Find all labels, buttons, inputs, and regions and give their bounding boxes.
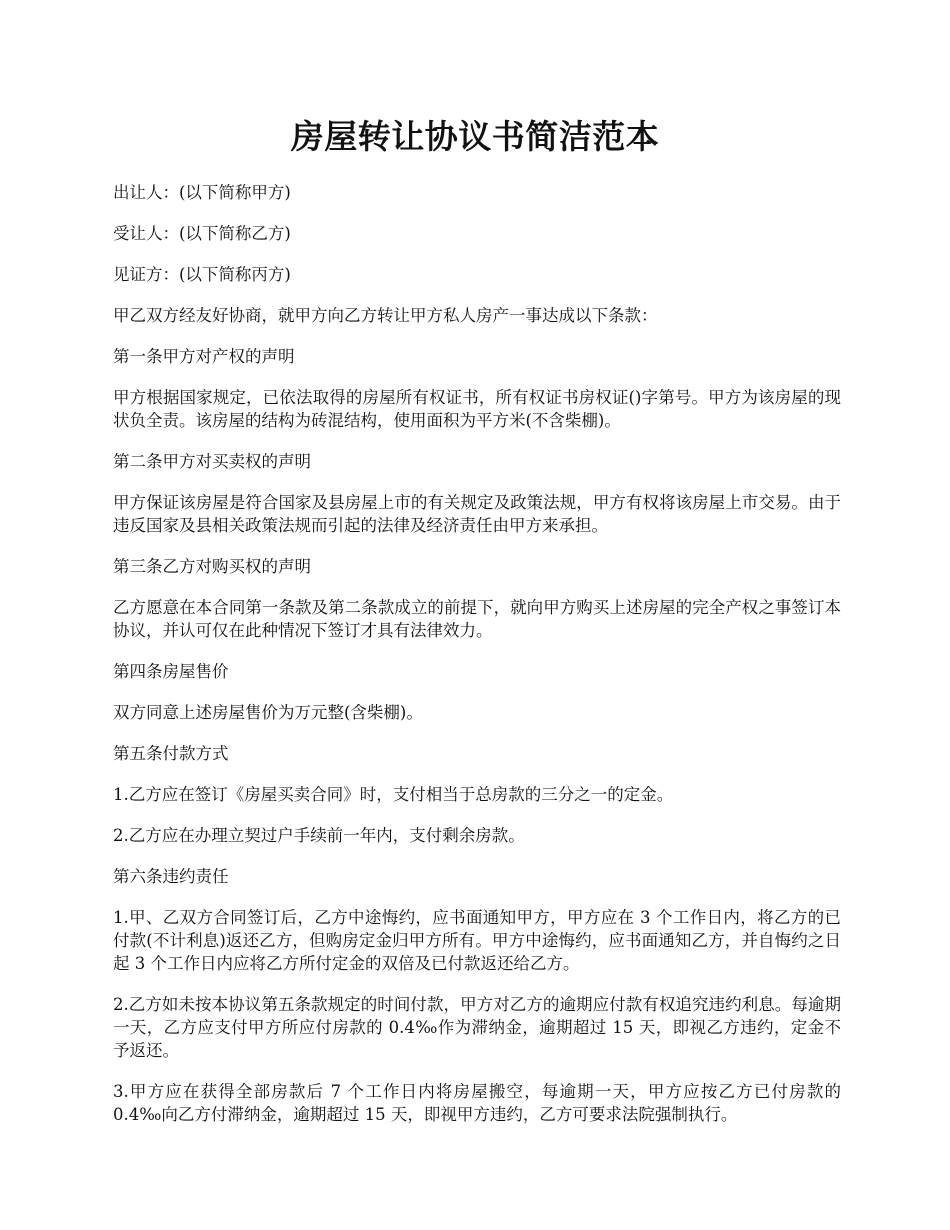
article-1-heading: 第一条甲方对产权的声明 (113, 347, 295, 366)
article-6-item-3: 3.甲方应在获得全部房款后 7 个工作日内将房屋搬空，每逾期一天，甲方应按乙方已付房款的 0.4‰向乙方付滞纳金，逾期超过 15 天，即视甲方违约，乙方可要求法院强制执行。 (113, 1082, 841, 1124)
preamble: 甲乙双方经友好协商，就甲方向乙方转让甲方私人房产一事达成以下条款： (113, 306, 658, 325)
article-3-text: 乙方愿意在本合同第一条款及第二条款成立的前提下，就向甲方购买上述房屋的完全产权之事签订本协议，并认可仅在此种情况下签订才具有法律效力。 (113, 598, 841, 640)
article-3-heading: 第三条乙方对购买权的声明 (113, 557, 311, 576)
document-title: 房屋转让协议书简洁范本 (290, 117, 660, 156)
article-4-text: 双方同意上述房屋售价为万元整(含柴棚)。 (113, 703, 423, 722)
article-2-text: 甲方保证该房屋是符合国家及县房屋上市的有关规定及政策法规，甲方有权将该房屋上市交易。由于违反国家及县相关政策法规而引起的法律及经济责任由甲方来承担。 (113, 493, 841, 535)
article-1-text: 甲方根据国家规定，已依法取得的房屋所有权证书，所有权证书房权证()字第号。甲方为该房屋的现状负全责。该房屋的结构为砖混结构，使用面积为平方米(不含柴棚)。 (113, 388, 841, 430)
article-5-heading: 第五条付款方式 (113, 744, 229, 763)
article-6-heading: 第六条违约责任 (113, 867, 229, 886)
article-5-item-2: 2.乙方应在办理立契过户手续前一年内，支付剩余房款。 (113, 826, 525, 845)
article-6-item-1: 1.甲、乙双方合同签订后，乙方中途悔约，应书面通知甲方，甲方应在 3 个工作日内，将乙方的已付款(不计利息)返还乙方，但购房定金归甲方所有。甲方中途悔约，应书面通知乙方，并自悔约之日起 3 个工作日内应将乙方所付定金的双倍及已付款返还给乙方。 (113, 908, 841, 973)
party-transferor: 出让人：(以下简称甲方) (113, 183, 291, 202)
article-6-item-2: 2.乙方如未按本协议第五条款规定的时间付款，甲方对乙方的逾期应付款有权追究违约利息。每逾期一天，乙方应支付甲方所应付房款的 0.4‰作为滞纳金，逾期超过 15 天，即视乙方违约，定金不予返还。 (113, 995, 841, 1060)
party-transferee: 受让人：(以下简称乙方) (113, 224, 291, 243)
article-4-heading: 第四条房屋售价 (113, 662, 229, 681)
article-2-heading: 第二条甲方对买卖权的声明 (113, 452, 311, 471)
article-5-item-1: 1.乙方应在签订《房屋买卖合同》时，支付相当于总房款的三分之一的定金。 (113, 785, 674, 804)
party-witness: 见证方：(以下简称丙方) (113, 265, 291, 284)
document-body (113, 181, 841, 1144)
